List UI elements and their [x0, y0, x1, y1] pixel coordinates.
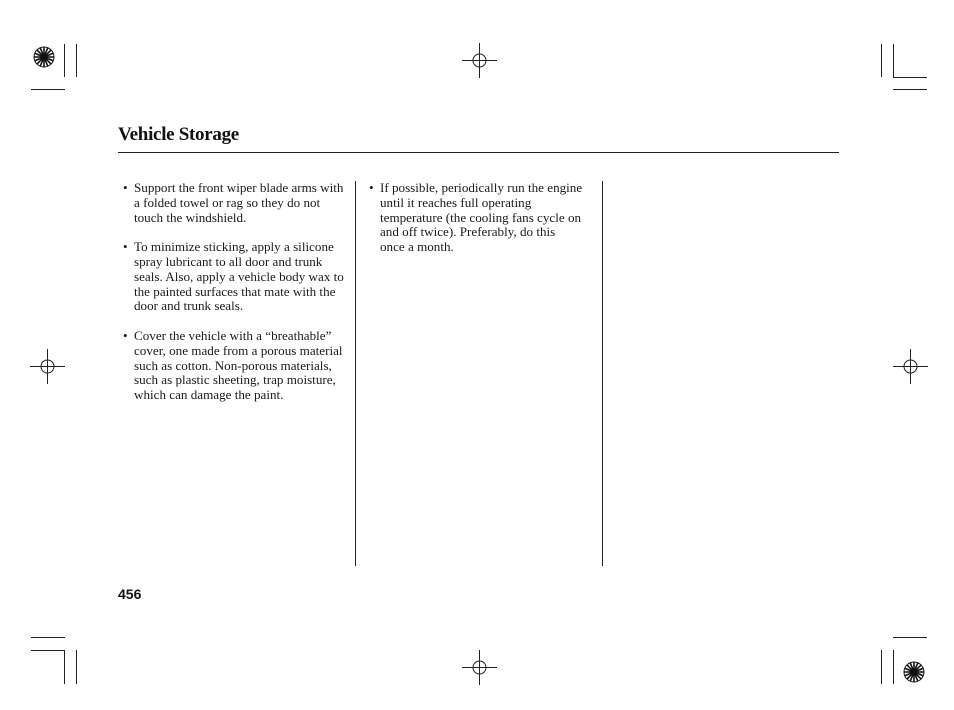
page-number: 456	[118, 586, 142, 602]
bullet-icon: •	[369, 180, 374, 195]
list-item	[123, 329, 349, 403]
list-item	[123, 240, 349, 314]
column-divider	[602, 181, 603, 566]
registration-crosshair-bottom	[462, 650, 497, 685]
list-item	[123, 181, 349, 225]
registration-starburst-top-left	[34, 47, 54, 67]
column-divider	[355, 181, 356, 566]
column-1	[123, 181, 349, 418]
column-2	[369, 181, 583, 270]
list-item	[369, 181, 583, 255]
bullet-icon: •	[123, 239, 128, 255]
registration-starburst-bottom-right	[904, 662, 924, 682]
bullet-icon: •	[123, 180, 128, 195]
registration-crosshair-left	[30, 349, 65, 384]
list-item-text: Support the front wiper blade arms with a folded towel or rag so they do not touch the windshield.	[134, 180, 344, 225]
list-item-text: Cover the vehicle with a “breathable” cover, one made from a porous material such as cotton. Non-porous materials, such as plastic sheeting, trap moisture, which can damage the paint.	[134, 327, 343, 403]
title-divider	[118, 152, 839, 153]
registration-crosshair-top	[462, 43, 497, 78]
list-item-text: To minimize sticking, apply a silicone spray lubricant to all door and trunk seals. Also, apply a vehicle body wax to the painted surfaces that mate with the door and trunk seals.	[134, 239, 344, 314]
section-title: Vehicle Storage	[118, 124, 239, 145]
bullet-icon: •	[123, 327, 128, 343]
list-item-text: If possible, periodically run the engine until it reaches full operating temperature (the cooling fans cycle on and off twice). Preferably, do this once a month.	[380, 180, 583, 255]
registration-crosshair-right	[893, 349, 928, 384]
